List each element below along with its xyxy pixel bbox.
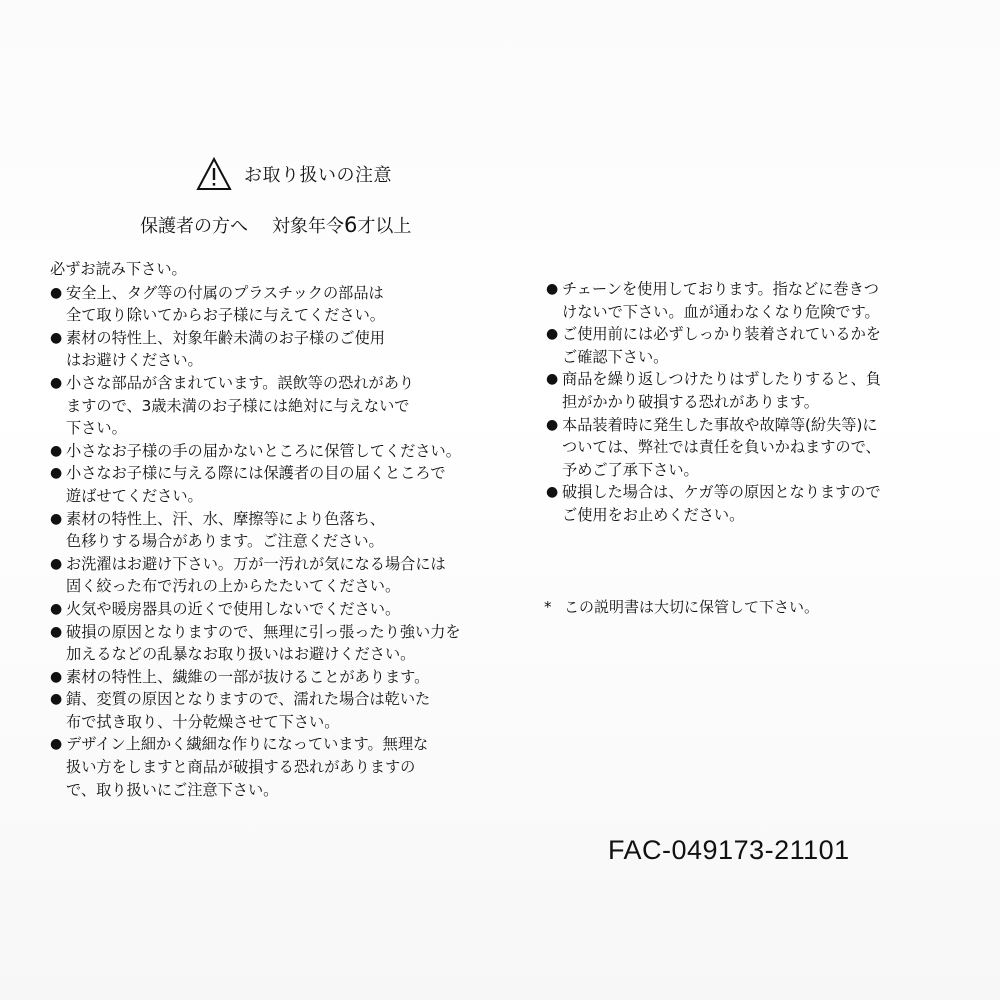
- list-item: [50, 621, 510, 666]
- list-item: [546, 278, 966, 323]
- bullet-icon: ●: [50, 691, 63, 708]
- list-item: [546, 368, 966, 413]
- bullet-icon: ●: [546, 371, 559, 388]
- list-item-line: で、取り扱いにご注意下さい。: [66, 780, 279, 799]
- list-item: [546, 323, 966, 368]
- list-item-line: ご使用前には必ずしっかり装着されているかを: [562, 325, 881, 344]
- list-item-line: はお避けください。: [66, 351, 203, 370]
- bullet-icon: ●: [50, 329, 63, 346]
- list-item-line: 担がかかり破損する恐れがあります。: [562, 392, 819, 411]
- list-item: [50, 327, 510, 372]
- list-item-line: 小さなお子様に与える際には保護者の目の届くところで: [66, 464, 446, 483]
- list-item-line: ますので、3歳未満のお子様には絶対に与えないで: [66, 396, 410, 415]
- list-item-line: 破損の原因となりますので、無理に引っ張ったり強い力を: [66, 622, 461, 641]
- caution-list-left: [50, 282, 510, 802]
- age-number: 6: [344, 213, 358, 237]
- list-item: [50, 440, 510, 463]
- footnote-text: この説明書は大切に保管して下さい。: [564, 598, 820, 616]
- bullet-icon: ●: [50, 284, 63, 301]
- list-item-line: 本品装着時に発生した事故や故障等(紛失等)に: [562, 415, 878, 434]
- list-item-line: 遊ばせてください。: [66, 486, 203, 505]
- caution-list-right: [546, 278, 966, 527]
- list-item-line: ご確認下さい。: [562, 347, 669, 366]
- left-column: [50, 258, 510, 801]
- list-item-line: ついては、弊社では責任を負いかねますので、: [562, 438, 881, 457]
- bullet-icon: ●: [50, 465, 63, 482]
- list-item: [546, 414, 966, 482]
- bullet-icon: ●: [546, 281, 559, 297]
- list-item-line: ご使用をお止めください。: [562, 505, 745, 524]
- list-item-line: 素材の特性上、汗、水、摩擦等により色落ち、: [66, 509, 385, 528]
- list-item-line: 錆、変質の原因となりますので、濡れた場合は乾いた: [66, 690, 431, 709]
- list-item-line: 全て取り除いてからお子様に与えてください。: [66, 306, 385, 325]
- bullet-icon: ●: [50, 600, 63, 617]
- footnote-mark: *: [544, 598, 552, 616]
- list-item-line: 商品を繰り返しつけたりはずしたりすると、負: [562, 370, 881, 389]
- list-item-line: 火気や暖房器具の近くで使用しないでください。: [66, 599, 401, 618]
- list-item: [50, 282, 510, 327]
- bullet-icon: ●: [50, 555, 63, 572]
- list-item: [50, 688, 510, 733]
- list-item-line: けないで下さい。血が通わなくなり危険です。: [562, 302, 880, 321]
- list-item-line: 加えるなどの乱暴なお取り扱いはお避けください。: [66, 645, 416, 664]
- list-item-line: チェーンを使用しております。指などに巻きつ: [562, 280, 879, 298]
- list-item: [50, 733, 510, 801]
- audience-line: [140, 212, 411, 238]
- bullet-icon: ●: [50, 510, 63, 527]
- list-item-line: 下さい。: [66, 419, 127, 438]
- list-item: [50, 462, 510, 507]
- audience-label: 保護者の方へ: [140, 216, 248, 237]
- list-item-line: お洗濯はお避け下さい。万が一汚れが気になる場合には: [66, 554, 446, 573]
- list-item-line: 破損した場合は、ケガ等の原因となりますので: [562, 483, 881, 502]
- bullet-icon: ●: [50, 374, 63, 391]
- list-item: [546, 481, 966, 526]
- list-item-line: 扱い方をしますと商品が破損する恐れがありますの: [66, 758, 416, 777]
- list-item-line: 色移りする場合があります。ご注意ください。: [66, 532, 384, 551]
- intro-text: 必ずお読み下さい。: [50, 260, 187, 278]
- bullet-icon: ●: [546, 416, 559, 433]
- bullet-icon: ●: [546, 326, 559, 343]
- product-code: FAC-049173-21101: [608, 835, 850, 865]
- list-item: [50, 508, 510, 553]
- age-suffix: 才以上: [357, 216, 412, 237]
- list-item: [50, 598, 510, 621]
- bullet-icon: ●: [50, 442, 63, 459]
- list-item-line: 小さなお子様の手の届かないところに保管してください。: [66, 441, 461, 460]
- bullet-icon: ●: [50, 736, 63, 753]
- list-item: [50, 372, 510, 440]
- list-item-line: 安全上、タグ等の付属のプラスチックの部品は: [66, 283, 384, 302]
- footnote: [544, 596, 819, 617]
- list-item: [50, 666, 510, 689]
- list-item-line: 小さな部品が含まれています。誤飲等の恐れがあり: [66, 373, 415, 392]
- bullet-icon: ●: [546, 484, 559, 501]
- bullet-icon: ●: [50, 668, 63, 685]
- list-item-line: 素材の特性上、繊維の一部が抜けることがあります。: [66, 667, 430, 686]
- bullet-icon: ●: [50, 623, 63, 640]
- right-column: [546, 278, 966, 527]
- list-item-line: 固く絞った布で汚れの上からたたいてください。: [66, 577, 401, 596]
- title-row: [196, 156, 392, 192]
- page-title: お取り扱いの注意: [244, 165, 392, 186]
- list-item: [50, 553, 510, 598]
- list-item-line: 素材の特性上、対象年齢未満のお子様のご使用: [66, 328, 385, 347]
- list-item-line: デザイン上細かく繊細な作りになっています。無理な: [66, 735, 429, 754]
- list-item-line: 布で拭き取り、十分乾燥させて下さい。: [66, 712, 340, 731]
- list-item-line: 予めご了承下さい。: [562, 460, 699, 479]
- warning-triangle-icon: [196, 157, 232, 191]
- age-prefix: 対象年令: [272, 216, 344, 237]
